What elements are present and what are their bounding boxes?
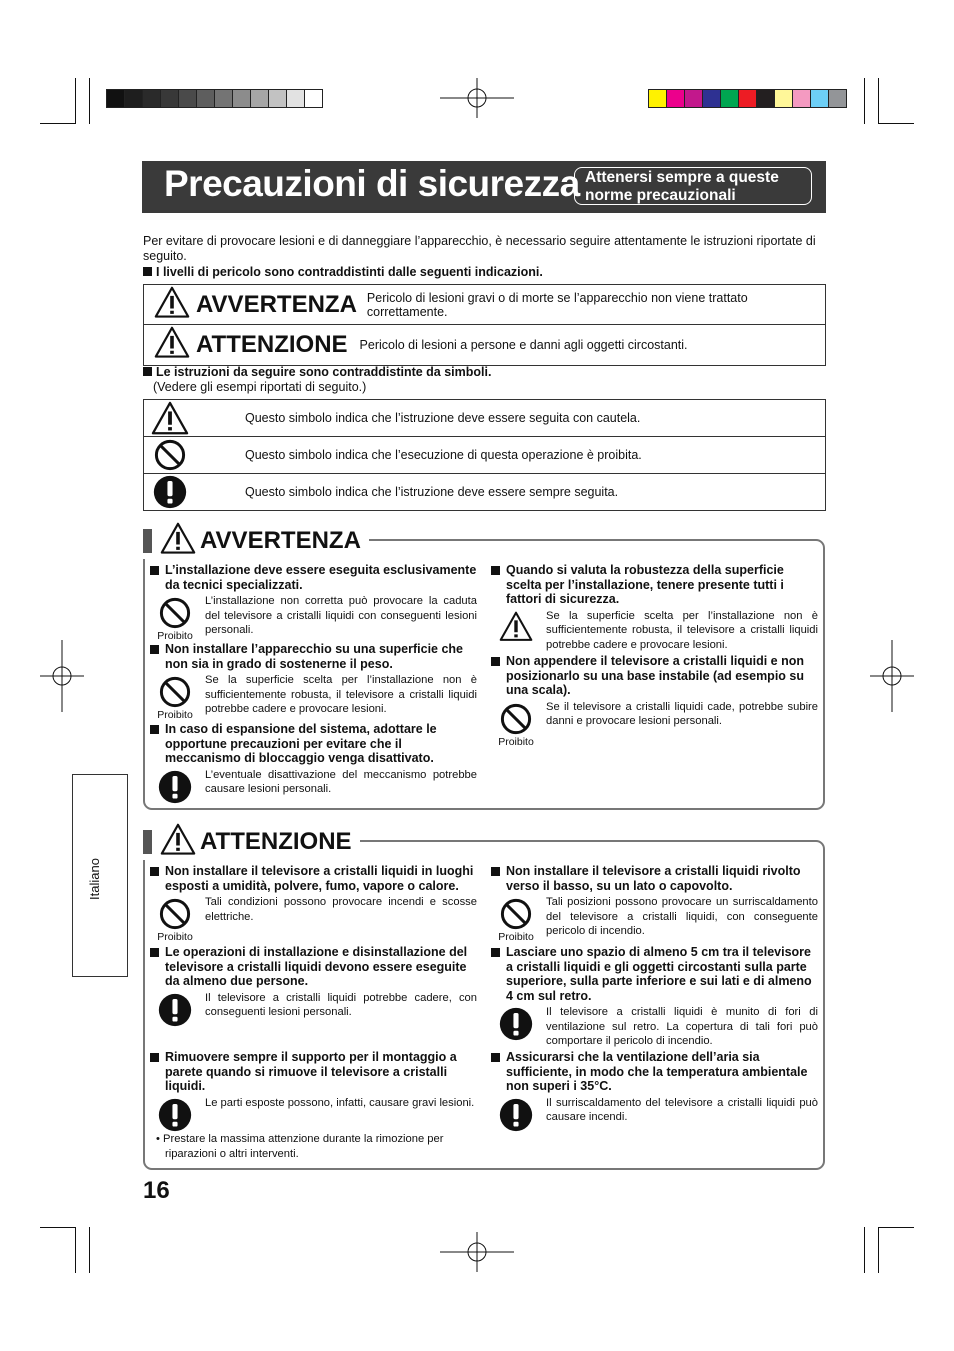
symbol-desc: Questo simbolo indica che l’esecuzione di questa operazione è proibita. <box>245 448 642 463</box>
note-text: • Prestare la massima attenzione durante la rimozione per riparazioni o altri interventi. <box>156 1133 444 1160</box>
item-heading: Rimuovere sempre il supporto per il montaggio a parete quando si rimuove il televisore a cristalli liquidi. <box>145 1050 477 1094</box>
title-bar <box>142 161 826 213</box>
item-text: Il televisore a cristalli liquidi è munito di fori di ventilazione sul retro. La copertura di tali fori può comportare il pericolo di incendio. <box>546 1006 818 1047</box>
prohibited-icon <box>145 897 205 931</box>
color-swatch <box>829 90 846 107</box>
section-rule <box>368 539 816 541</box>
proibito-label: Proibito <box>157 931 193 943</box>
color-swatch <box>793 90 811 107</box>
levels-heading: I livelli di pericolo sono contraddistinti dalle seguenti indicazioni. <box>143 265 827 280</box>
list-item <box>145 1050 477 1132</box>
item-heading: In caso di espansione del sistema, adottare le opportune precauzioni per evitare che il meccanismo di bloccaggio venga disattivato. <box>145 722 477 766</box>
item-heading: Non appendere il televisore a cristalli liquidi e non posizionarlo su una base instabile (ad esempio su una scala). <box>486 654 818 698</box>
mandatory-icon <box>145 475 195 509</box>
gray-swatch <box>179 90 197 107</box>
item-icon <box>145 768 205 804</box>
list-item <box>145 945 477 1027</box>
item-text: Se la superficie scelta per l’installazione non è sufficientemente robusta, il televisore a cristalli liquidi potrebbe cadere e provocare lesioni. <box>205 674 477 715</box>
symbol-row <box>144 474 826 511</box>
color-swatch <box>757 90 775 107</box>
color-swatch <box>739 90 757 107</box>
item-text: L’installazione non corretta può provocare la caduta del televisore a cristalli liquidi con conseguenti lesioni personali. <box>205 595 477 636</box>
symbol-desc: Questo simbolo indica che l’istruzione deve essere sempre seguita. <box>245 485 619 500</box>
avvertenza-title <box>143 522 369 559</box>
level-desc: Pericolo di lesioni gravi o di morte se l’apparecchio non viene trattato correttamente. <box>366 290 748 319</box>
gray-swatch <box>107 90 125 107</box>
item-heading: L’installazione deve essere eseguita esclusivamente da tecnici specializzati. <box>145 563 477 592</box>
color-calibration-strip <box>648 89 847 108</box>
item-text: Tali condizioni possono provocare incendi e scosse elettriche. <box>205 896 477 923</box>
list-item <box>145 722 477 804</box>
proibito-label: Proibito <box>157 709 193 721</box>
gray-swatch <box>215 90 233 107</box>
intro-text: Per evitare di provocare lesioni e di danneggiare l’apparecchio, è necessario seguire attentamente le istruzioni riportate di seguito. <box>143 234 816 263</box>
gray-swatch <box>251 90 269 107</box>
item-icon <box>145 673 205 721</box>
prohibited-icon <box>486 702 546 736</box>
level-row-avvertenza <box>144 285 826 325</box>
item-heading: Non installare l’apparecchio su una superficie che non sia in grado di sostenerne il peso. <box>145 642 477 671</box>
item-text: Le parti esposte possono, infatti, causare gravi lesioni. <box>205 1096 475 1109</box>
subtitle-pill: Attenersi sempre a queste norme precauzionali <box>574 167 812 205</box>
item-icon <box>486 895 546 943</box>
item-heading: Lasciare uno spazio di almeno 5 cm tra il televisore a cristalli liquidi e gli oggetti circostanti sulla parte superiore, sulla parte inferiore e sui lati e di almeno 4 cm sul retro. <box>486 945 818 1003</box>
registration-mark-right <box>870 640 914 712</box>
gray-swatch <box>197 90 215 107</box>
item-icon <box>145 895 205 943</box>
prohibited-icon <box>145 596 205 630</box>
level-row-attenzione <box>144 325 826 365</box>
item-heading: Non installare il televisore a cristalli liquidi in luoghi esposti a umidità, polvere, fumo, vapore o calore. <box>145 864 477 893</box>
gray-swatch <box>233 90 251 107</box>
registration-mark-left <box>40 640 84 712</box>
gray-swatch <box>161 90 179 107</box>
color-swatch <box>667 90 685 107</box>
page-title: Precauzioni di sicurezza <box>164 163 580 204</box>
proibito-label: Proibito <box>498 931 534 943</box>
gray-swatch <box>143 90 161 107</box>
item-heading: Non installare il televisore a cristalli liquidi rivolto verso il basso, su un lato o capovolto. <box>486 864 818 893</box>
registration-mark-bottom <box>440 1232 514 1272</box>
item-heading: Quando si valuta la robustezza della superficie scelta per l’installazione, tenere presente tutti i fattori di sicurezza. <box>486 563 818 607</box>
item-text: Se la superficie scelta per l’installazione non è sufficientemente robusta, il televisore a cristalli liquidi potrebbe cadere e provocare lesioni. <box>546 609 818 651</box>
list-item <box>145 864 477 943</box>
item-icon <box>486 700 546 748</box>
item-text: Tali posizioni possono provocare un surriscaldamento del televisore a cristalli liquidi, con conseguente pericolo di incendio. <box>546 896 818 937</box>
mandatory-icon <box>145 993 205 1027</box>
side-tab-label: Italiano <box>87 858 102 900</box>
item-text: Il televisore a cristalli liquidi potrebbe cadere, con conseguenti lesioni personali. <box>205 991 477 1018</box>
gray-swatch <box>125 90 143 107</box>
gray-calibration-strip <box>106 89 323 108</box>
level-desc: Pericolo di lesioni a persone e danni agli oggetti circostanti. <box>359 338 688 353</box>
list-item <box>486 1050 818 1132</box>
symbol-desc: Questo simbolo indica che l’istruzione deve essere seguita con cautela. <box>245 411 641 426</box>
item-icon <box>486 609 546 653</box>
gray-swatch <box>269 90 287 107</box>
color-swatch <box>703 90 721 107</box>
gray-swatch <box>305 90 322 107</box>
symbol-row <box>144 437 826 474</box>
warning-triangle-icon <box>486 611 546 642</box>
warning-triangle-icon <box>160 522 196 559</box>
symbols-sub: (Vedere gli esempi riportati di seguito.) <box>153 380 367 394</box>
list-note <box>145 1126 477 1161</box>
symbols-heading: Le istruzioni da seguire sono contraddistinte da simboli. <box>143 365 491 380</box>
item-text: L’eventuale disattivazione del meccanismo potrebbe causare lesioni personali. <box>205 768 477 795</box>
mandatory-icon <box>486 1098 546 1132</box>
levels-table <box>143 284 826 366</box>
item-icon <box>145 991 205 1027</box>
list-item <box>145 642 477 721</box>
prohibited-icon <box>145 675 205 709</box>
section-rule <box>362 840 816 842</box>
level-name: AVVERTENZA <box>196 290 357 318</box>
item-icon <box>486 1096 546 1132</box>
item-icon <box>145 594 205 642</box>
mandatory-icon <box>486 1007 546 1041</box>
color-swatch <box>811 90 829 107</box>
mandatory-icon <box>145 770 205 804</box>
symbols-heading-block <box>143 365 491 395</box>
warning-triangle-icon <box>154 326 190 363</box>
list-item <box>486 864 818 943</box>
item-icon <box>486 1005 546 1049</box>
level-name: ATTENZIONE <box>196 331 348 359</box>
warning-triangle-icon <box>145 401 195 435</box>
list-item <box>486 563 818 652</box>
warning-triangle-icon <box>154 286 190 323</box>
color-swatch <box>649 90 667 107</box>
warning-triangle-icon <box>160 823 196 860</box>
color-swatch <box>721 90 739 107</box>
attenzione-title <box>143 823 360 860</box>
prohibited-icon <box>486 897 546 931</box>
list-item <box>486 945 818 1049</box>
item-heading: Le operazioni di installazione e disinstallazione del televisore a cristalli liquidi devono essere eseguite da almeno due persone. <box>145 945 477 989</box>
intro-block <box>143 234 827 280</box>
symbol-row <box>144 400 826 437</box>
section-title-text: ATTENZIONE <box>200 827 352 855</box>
item-heading: Assicurarsi che la ventilazione dell’aria sia sufficiente, in modo che la temperatura ambientale non superi i 35°C. <box>486 1050 818 1094</box>
language-side-tab <box>72 774 128 977</box>
gray-swatch <box>287 90 305 107</box>
proibito-label: Proibito <box>157 630 193 642</box>
page-number: 16 <box>143 1177 170 1204</box>
section-title-text: AVVERTENZA <box>200 526 361 554</box>
item-text: Il surriscaldamento del televisore a cristalli liquidi può causare incendi. <box>546 1096 818 1123</box>
list-item <box>486 654 818 748</box>
registration-mark-top <box>440 78 514 118</box>
color-swatch <box>775 90 793 107</box>
proibito-label: Proibito <box>498 735 534 748</box>
list-item <box>145 563 477 642</box>
color-swatch <box>685 90 703 107</box>
symbols-table <box>143 399 826 511</box>
item-text: Se il televisore a cristalli liquidi cade, potrebbe subire danni e provocare lesioni personali. <box>546 700 818 727</box>
prohibited-icon <box>145 438 195 472</box>
